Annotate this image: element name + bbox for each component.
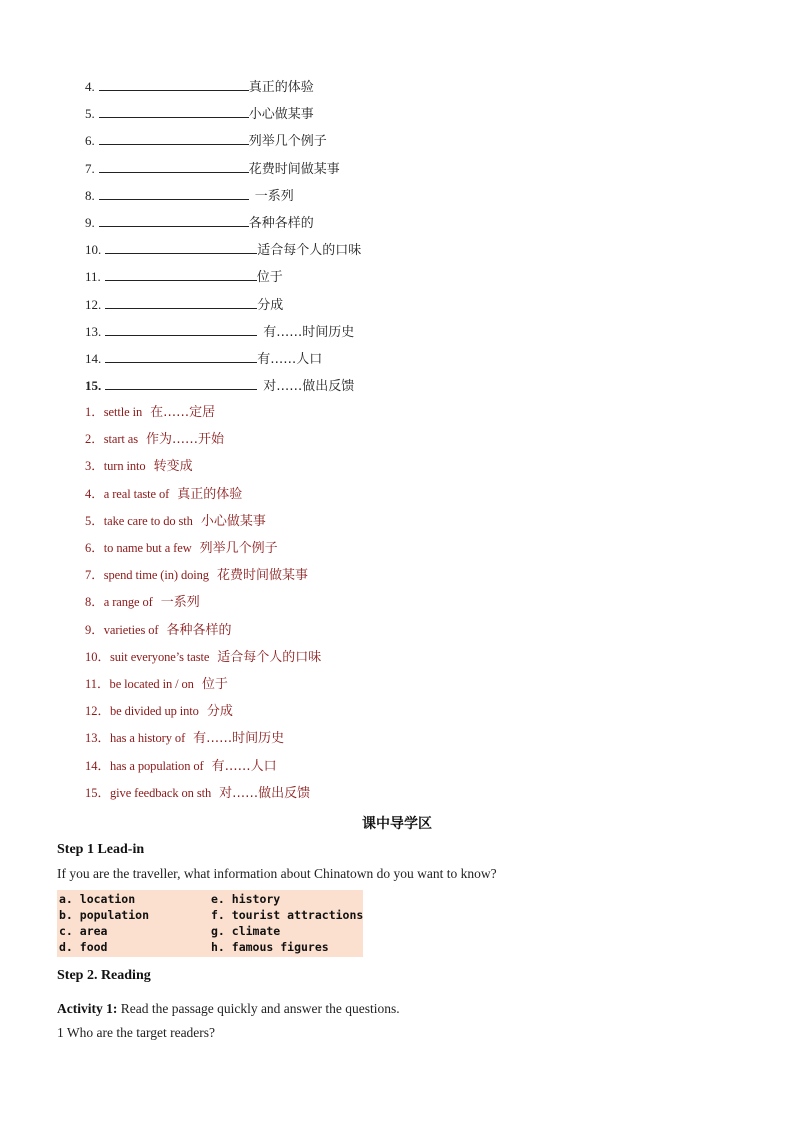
answer-chinese: 适合每个人的口味 — [217, 649, 322, 665]
option-f: f. tourist attractions — [211, 908, 364, 922]
answer-blank[interactable] — [105, 377, 257, 390]
answer-blank[interactable] — [105, 268, 257, 281]
answer-number: 6． — [85, 541, 104, 555]
answer-item — [85, 758, 277, 775]
activity1-text: Read the passage quickly and answer the questions. — [117, 1001, 400, 1016]
blank-item-number: 12. — [85, 296, 102, 312]
blank-item-chinese: 有……时间历史 — [263, 324, 355, 340]
blank-item-number: 15. — [85, 378, 102, 394]
answer-number: 12． — [85, 704, 111, 719]
answer-chinese: 位于 — [201, 677, 228, 692]
answer-chinese: 在……定居 — [150, 405, 216, 420]
blank-item-chinese: 各种各样的 — [248, 216, 314, 231]
answer-item — [85, 486, 242, 503]
answer-number: 13． — [85, 731, 111, 746]
section-title: 课中导学区 — [362, 816, 432, 832]
blank-item — [85, 296, 283, 314]
blank-item-chinese: 对……做出反馈 — [263, 379, 355, 395]
option-a: a. location — [59, 892, 136, 906]
answer-english: suit everyone’s taste — [110, 649, 210, 664]
answer-english: start as — [103, 432, 139, 447]
answer-number: 7． — [85, 568, 104, 583]
answer-item — [85, 622, 231, 639]
answer-chinese: 有……时间历史 — [193, 731, 285, 747]
answer-blank[interactable] — [99, 187, 249, 200]
answer-english: be located in / on — [109, 677, 194, 691]
answer-chinese: 一系列 — [160, 595, 200, 611]
answer-blank[interactable] — [99, 132, 249, 145]
answer-english: to name but a few — [103, 541, 192, 555]
answer-chinese: 各种各样的 — [166, 622, 232, 638]
answer-item — [85, 513, 266, 530]
step1-title: Step 1 Lead-in — [57, 842, 145, 857]
answer-english: has a population of — [110, 758, 204, 773]
blank-item — [85, 377, 354, 395]
step2-title: Step 2. Reading — [57, 968, 151, 983]
answer-blank[interactable] — [99, 214, 249, 227]
answer-chinese: 真正的体验 — [177, 486, 243, 502]
blank-item — [85, 187, 294, 205]
blank-item — [85, 160, 340, 178]
answer-english: take care to do sth — [103, 513, 193, 528]
step1-question: If you are the traveller, what information about Chinatown do you want to know? — [57, 866, 497, 881]
blank-item — [85, 350, 322, 368]
blank-item — [85, 241, 361, 259]
answer-number: 15． — [85, 785, 111, 800]
blank-item-number: 9. — [85, 215, 95, 230]
answer-chinese: 分成 — [206, 704, 233, 720]
answer-item — [85, 730, 284, 747]
answer-number: 1． — [85, 405, 104, 419]
blank-item-chinese: 小心做某事 — [248, 107, 314, 123]
option-b: b. population — [59, 908, 150, 922]
option-d: d. food — [59, 940, 108, 954]
answer-number: 3． — [85, 459, 104, 474]
blank-item-chinese: 分成 — [257, 297, 284, 313]
answer-blank[interactable] — [105, 241, 257, 254]
answer-item — [85, 594, 200, 611]
answer-item — [85, 676, 228, 693]
answer-number: 10． — [85, 649, 111, 664]
blank-item — [85, 268, 283, 286]
blank-item-number: 7. — [85, 160, 95, 176]
blank-item-chinese: 真正的体验 — [248, 80, 314, 95]
answer-english: a range of — [103, 595, 153, 610]
blank-item — [85, 78, 314, 96]
blank-item-number: 14. — [85, 351, 102, 366]
blank-item-number: 13. — [85, 323, 102, 339]
answer-number: 14． — [85, 758, 111, 773]
answer-number: 4． — [85, 486, 104, 501]
answer-item — [85, 703, 233, 720]
blank-item-number: 8. — [85, 187, 95, 203]
blank-item-number: 5. — [85, 106, 95, 122]
answer-item — [85, 785, 310, 802]
answer-blank[interactable] — [105, 350, 257, 363]
blank-item-chinese: 适合每个人的口味 — [257, 243, 362, 259]
blank-item-chinese: 有……人口 — [257, 352, 323, 367]
answer-chinese: 花费时间做某事 — [216, 568, 308, 584]
answer-english: be divided up into — [110, 704, 199, 719]
blank-item-chinese: 列举几个例子 — [248, 134, 327, 150]
answer-blank[interactable] — [99, 160, 249, 173]
answer-chinese: 有……人口 — [211, 758, 277, 774]
answer-blank[interactable] — [105, 296, 257, 309]
options-box — [57, 890, 363, 957]
blank-item — [85, 105, 314, 123]
option-h: h. famous figures — [211, 940, 329, 954]
activity1 — [57, 1001, 400, 1017]
blank-item-chinese: 位于 — [256, 270, 283, 286]
blank-item — [85, 323, 354, 341]
blank-item-number: 6. — [85, 133, 95, 149]
answer-item — [85, 431, 224, 448]
blank-item — [85, 132, 327, 150]
answer-chinese: 列举几个例子 — [199, 541, 278, 556]
blank-item-number: 10. — [85, 242, 102, 258]
question-1: 1 Who are the target readers? — [57, 1025, 216, 1040]
blank-item — [85, 214, 314, 232]
option-g: g. climate — [211, 924, 281, 938]
answer-chinese: 转变成 — [153, 459, 193, 475]
answer-number: 8． — [85, 595, 104, 610]
answer-english: a real taste of — [103, 486, 170, 501]
blank-item-number: 4. — [85, 79, 95, 94]
blank-item-chinese: 花费时间做某事 — [248, 161, 340, 177]
answer-blank[interactable] — [99, 105, 249, 118]
answer-english: has a history of — [110, 731, 186, 746]
activity1-label: Activity 1: — [57, 1001, 118, 1016]
answer-item — [85, 649, 321, 666]
answer-item — [85, 540, 278, 557]
blank-item-number: 11. — [85, 269, 101, 285]
answer-english: varieties of — [103, 622, 159, 637]
answer-chinese: 作为……开始 — [146, 432, 225, 448]
answer-english: turn into — [103, 459, 146, 474]
answer-number: 9． — [85, 622, 104, 637]
answer-item — [85, 458, 193, 475]
answer-item — [85, 567, 308, 584]
blank-item-chinese: 一系列 — [254, 188, 294, 204]
answer-english: settle in — [103, 405, 143, 419]
answer-number: 5． — [85, 513, 104, 528]
answer-number: 2． — [85, 432, 104, 447]
option-c: c. area — [59, 924, 108, 938]
option-e: e. history — [211, 892, 281, 906]
answer-chinese: 小心做某事 — [200, 513, 266, 529]
answer-item — [85, 404, 215, 421]
answer-blank[interactable] — [105, 323, 257, 336]
answer-english: give feedback on sth — [110, 785, 212, 800]
answer-chinese: 对……做出反馈 — [219, 785, 311, 801]
answer-blank[interactable] — [99, 78, 249, 91]
answer-number: 11． — [85, 677, 110, 691]
answer-english: spend time (in) doing — [103, 568, 209, 583]
